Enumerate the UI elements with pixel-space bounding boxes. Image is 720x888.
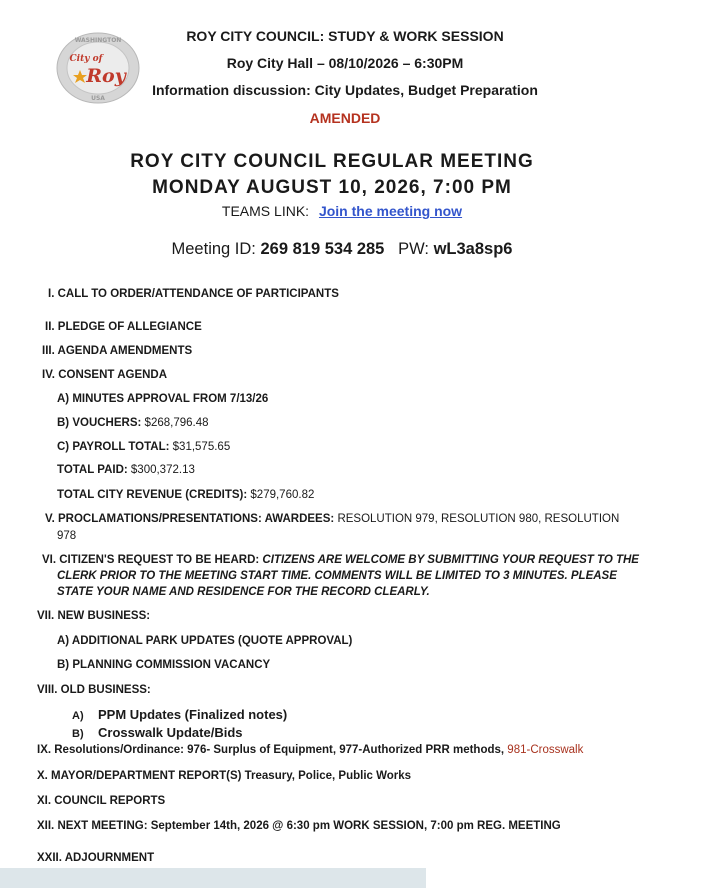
study-session-location: Roy City Hall – 08/10/2026 – 6:30PM <box>226 55 464 71</box>
meeting-pw-label: PW: <box>398 240 429 258</box>
agenda-item-amendments: III. AGENDA AMENDMENTS <box>42 345 193 357</box>
study-session-topic: Information discussion: City Updates, Budget Preparation <box>152 82 538 98</box>
agenda-item-consent: IV. CONSENT AGENDA <box>42 369 168 381</box>
agenda-item-adjournment: XXII. ADJOURNMENT <box>37 852 155 864</box>
teams-link-row <box>0 203 684 219</box>
teams-link-label: TEAMS LINK: <box>221 203 310 219</box>
study-session-title: ROY CITY COUNCIL: STUDY & WORK SESSION <box>186 28 504 44</box>
new-business-park-updates: A) ADDITIONAL PARK UPDATES (QUOTE APPROVAL) <box>57 635 353 647</box>
meeting-title: ROY CITY COUNCIL REGULAR MEETING <box>130 151 534 172</box>
consent-total-paid: TOTAL PAID: $300,372.13 <box>57 464 195 476</box>
old-business-crosswalk: B) Crosswalk Update/Bids <box>72 725 243 740</box>
consent-payroll: C) PAYROLL TOTAL: $31,575.65 <box>57 441 231 453</box>
agenda-item-mayor-report: X. MAYOR/DEPARTMENT REPORT(S) Treasury, Police, Public Works <box>37 770 412 782</box>
consent-total-revenue: TOTAL CITY REVENUE (CREDITS): $279,760.82 <box>57 489 315 501</box>
agenda-item-proclamations: V. PROCLAMATIONS/PRESENTATIONS: AWARDEES: RESOLUTION 979, RESOLUTION 980, RESOLUTION <box>45 513 620 525</box>
agenda-item-resolutions: IX. Resolutions/Ordinance: 976- Surplus of Equipment, 977-Authorized PRR methods, 981-Crosswalk <box>37 744 584 756</box>
old-business-ppm: A) PPM Updates (Finalized notes) <box>72 707 288 722</box>
teams-join-link[interactable]: Join the meeting now <box>318 203 463 219</box>
citizen-request-line3: STATE YOUR NAME AND RESIDENCE FOR THE RECORD CLEARLY. <box>57 586 430 598</box>
amended-label: AMENDED <box>309 110 381 126</box>
agenda-item-old-business: VIII. OLD BUSINESS: <box>37 684 151 696</box>
meeting-id-row <box>0 240 684 259</box>
footer-bar <box>0 868 426 888</box>
svg-text:USA: USA <box>91 95 105 102</box>
meeting-date: MONDAY AUGUST 10, 2026, 7:00 PM <box>152 177 512 198</box>
agenda-item-next-meeting: XII. NEXT MEETING: September 14th, 2026 @ 6:30 pm WORK SESSION, 7:00 pm REG. MEETING <box>37 820 561 832</box>
consent-minutes: A) MINUTES APPROVAL FROM 7/13/26 <box>57 393 269 405</box>
meeting-pw-value: wL3a8sp6 <box>433 240 513 258</box>
agenda-item-council-reports: XI. COUNCIL REPORTS <box>37 795 166 807</box>
new-business-planning-vacancy: B) PLANNING COMMISSION VACANCY <box>57 659 271 671</box>
agenda-item-pledge: II. PLEDGE OF ALLEGIANCE <box>45 321 202 333</box>
agenda-item-call-to-order: I. CALL TO ORDER/ATTENDANCE OF PARTICIPANTS <box>48 288 339 300</box>
citizen-request-line2: CLERK PRIOR TO THE MEETING START TIME. COMMENTS WILL BE LIMITED TO 3 MINUTES. PLEASE <box>57 570 617 582</box>
svg-text:City of: City of <box>69 54 103 64</box>
proclamations-continued: 978 <box>57 530 77 542</box>
svg-text:WASHINGTON: WASHINGTON <box>74 37 122 44</box>
meeting-id-label: Meeting ID: <box>171 240 256 258</box>
consent-vouchers: B) VOUCHERS: $268,796.48 <box>57 417 209 429</box>
meeting-id-value: 269 819 534 285 <box>260 240 385 258</box>
agenda-item-new-business: VII. NEW BUSINESS: <box>37 610 151 622</box>
svg-text:Roy: Roy <box>86 65 126 87</box>
agenda-item-citizen-request: VI. CITIZEN'S REQUEST TO BE HEARD: CITIZENS ARE WELCOME BY SUBMITTING YOUR REQUEST TO THE <box>42 554 639 566</box>
